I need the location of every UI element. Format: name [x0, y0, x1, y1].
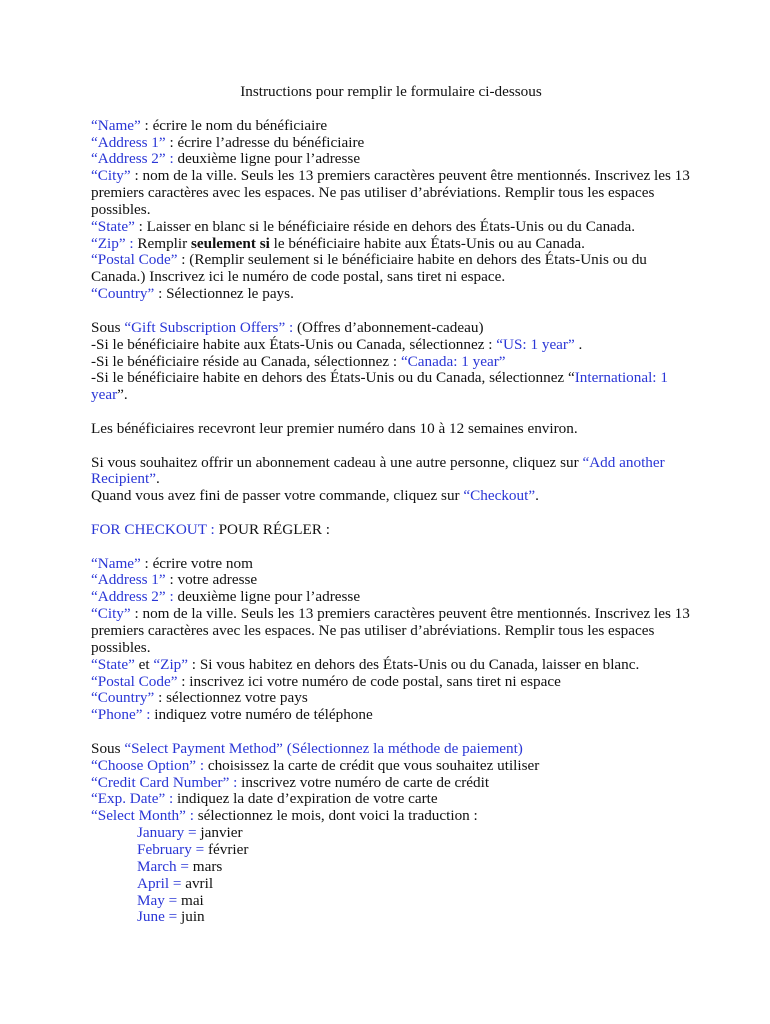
- recipient-instructions: [91, 118, 691, 303]
- recipient-zip-line: [91, 236, 691, 253]
- add-recipient-line: [91, 455, 691, 489]
- field-label-state: “State”: [91, 217, 135, 235]
- payment-exp-text: indiquez la date d’expiration de votre carte: [173, 790, 438, 808]
- month-english: January =: [137, 824, 197, 842]
- gift-intl-text: -Si le bénéficiaire habite en dehors des États-Unis ou du Canada, sélectionnez “: [91, 369, 575, 387]
- checkout-text-name: : écrire votre nom: [140, 554, 253, 572]
- field-label-address2: “Address 2” :: [91, 150, 174, 168]
- checkout-postal-line: [91, 674, 691, 691]
- checkout-text-address1: : votre adresse: [165, 571, 258, 589]
- field-text-name: : écrire le nom du bénéficiaire: [140, 116, 328, 134]
- payment-month-text: sélectionnez le mois, dont voici la traduction :: [193, 807, 478, 825]
- checkout-text-postal: : inscrivez ici votre numéro de code postal, sans tiret ni espace: [177, 672, 561, 690]
- checkout-state-zip-line: [91, 657, 691, 674]
- gift-offers-text: (Offres d’abonnement-cadeau): [293, 318, 484, 336]
- gift-canada-line: [91, 354, 691, 371]
- gift-us-end: .: [574, 335, 583, 353]
- month-item: [137, 909, 691, 926]
- checkout-text-address2: deuxième ligne pour l’adresse: [173, 588, 361, 606]
- checkout-address2-line: [91, 589, 691, 606]
- month-english: February =: [137, 840, 205, 858]
- month-item: [137, 842, 691, 859]
- payment-option-text: choisissez la carte de crédit que vous souhaitez utiliser: [204, 756, 540, 774]
- checkout-country-line: [91, 690, 691, 707]
- page-title: Instructions pour remplir le formulaire ci-dessous: [240, 83, 542, 100]
- document-page: [91, 84, 691, 943]
- checkout-label-phone: “Phone” :: [91, 706, 151, 724]
- checkout-label-city: “City”: [91, 605, 131, 623]
- checkout-label-address1: “Address 1”: [91, 571, 166, 589]
- field-label-postal: “Postal Code”: [91, 251, 178, 269]
- payment-card-label: “Credit Card Number” :: [91, 773, 238, 791]
- month-french: mars: [189, 857, 223, 875]
- checkout-state-mid: et: [134, 655, 154, 673]
- payment-card-line: [91, 775, 691, 792]
- checkout-heading: [91, 522, 691, 539]
- payment-card-text: inscrivez votre numéro de carte de crédit: [237, 773, 490, 791]
- recipient-address1-line: [91, 135, 691, 152]
- field-label-address1: “Address 1”: [91, 133, 166, 151]
- checkout-text-country: : sélectionnez votre pays: [154, 689, 308, 707]
- add-recipient-text: Si vous souhaitez offrir un abonnement cadeau à une autre personne, cliquez sur: [91, 453, 583, 471]
- gift-intl-label: International: 1 year: [91, 369, 668, 404]
- checkout-address1-line: [91, 572, 691, 589]
- field-text-state: : Laisser en blanc si le bénéficiaire réside en dehors des États-Unis ou du Canada.: [134, 217, 636, 235]
- recipient-name-line: [91, 118, 691, 135]
- checkout-heading-label: FOR CHECKOUT :: [91, 520, 215, 538]
- checkout-text: Quand vous avez fini de passer votre commande, cliquez sur: [91, 487, 464, 505]
- field-text-postal: : (Remplir seulement si le bénéficiaire habite en dehors des États-Unis ou du Canada.) Inscrivez ici le numéro de code postal, sans tiret ni espace.: [91, 251, 647, 286]
- payment-month-label: “Select Month” :: [91, 807, 194, 825]
- payment-option-label: “Choose Option” :: [91, 756, 205, 774]
- field-text-zip-bold: seulement si: [190, 234, 270, 252]
- month-english: April =: [137, 874, 182, 892]
- gift-us-label: “US: 1 year”: [496, 335, 575, 353]
- recipient-state-line: [91, 219, 691, 236]
- checkout-text-state: : Si vous habitez en dehors des États-Unis ou du Canada, laisser en blanc.: [188, 655, 640, 673]
- checkout-label-zip: “Zip”: [153, 655, 188, 673]
- checkout-label-postal: “Postal Code”: [91, 672, 178, 690]
- month-french: février: [204, 840, 249, 858]
- checkout-end: .: [535, 487, 539, 505]
- month-french: avril: [181, 874, 214, 892]
- recipient-country-line: [91, 286, 691, 303]
- field-text-city: : nom de la ville. Seuls les 13 premiers caractères peuvent être mentionnés. Inscrivez les 13 premiers caractères avec les espaces. Ne pas utiliser d’abréviations. Remplir tous les espaces possibles.: [91, 167, 690, 218]
- month-item: [137, 859, 691, 876]
- month-french: mai: [177, 891, 204, 909]
- field-text-country: : Sélectionnez le pays.: [154, 285, 294, 303]
- checkout-heading-text: POUR RÉGLER :: [214, 520, 330, 538]
- gift-canada-label: “Canada: 1 year”: [400, 352, 506, 370]
- field-text-address1: : écrire l’adresse du bénéficiaire: [165, 133, 365, 151]
- add-recipient-end: .: [155, 470, 160, 488]
- checkout-label-name: “Name”: [91, 554, 141, 572]
- month-english: March =: [137, 857, 189, 875]
- checkout-phone-line: [91, 707, 691, 724]
- payment-sous-text: Sous: [91, 739, 125, 757]
- month-item: [137, 876, 691, 893]
- field-text-zip-2: le bénéficiaire habite aux États-Unis ou au Canada.: [269, 234, 585, 252]
- field-label-zip: “Zip” :: [91, 234, 134, 252]
- checkout-instructions: [91, 556, 691, 724]
- add-recipient-label: “Add another Recipient”: [91, 453, 665, 488]
- field-text-address2: deuxième ligne pour l’adresse: [173, 150, 361, 168]
- payment-month-line: [91, 808, 691, 825]
- checkout-city-line: [91, 606, 691, 657]
- add-recipient-instructions: [91, 455, 691, 506]
- checkout-label-address2: “Address 2” :: [91, 588, 174, 606]
- gift-offers-line: [91, 320, 691, 337]
- gift-intl-end: ”.: [117, 386, 128, 404]
- checkout-label: “Checkout”: [463, 487, 536, 505]
- gift-offers-instructions: [91, 320, 691, 404]
- gift-canada-text: -Si le bénéficiaire réside au Canada, sélectionnez :: [91, 352, 401, 370]
- month-french: janvier: [196, 824, 243, 842]
- checkout-text-phone: indiquez votre numéro de téléphone: [150, 706, 373, 724]
- field-label-city: “City”: [91, 167, 131, 185]
- payment-exp-line: [91, 791, 691, 808]
- month-item: [137, 893, 691, 910]
- gift-offers-label: “Gift Subscription Offers” :: [124, 318, 294, 336]
- gift-us-text: -Si le bénéficiaire habite aux États-Unis ou Canada, sélectionnez :: [91, 335, 497, 353]
- field-label-name: “Name”: [91, 116, 141, 134]
- payment-option-line: [91, 758, 691, 775]
- checkout-line: [91, 488, 691, 505]
- month-list: [91, 825, 691, 926]
- field-label-country: “Country”: [91, 285, 155, 303]
- payment-method-label: “Select Payment Method” (Sélectionnez la méthode de paiement): [124, 739, 523, 757]
- gift-sous-text: Sous: [91, 318, 125, 336]
- delivery-note: Les bénéficiaires recevront leur premier numéro dans 10 à 12 semaines environ.: [91, 419, 578, 437]
- checkout-name-line: [91, 556, 691, 573]
- gift-intl-line: [91, 370, 691, 404]
- month-english: May =: [137, 891, 178, 909]
- payment-method-line: [91, 741, 691, 758]
- month-item: [137, 825, 691, 842]
- checkout-label-country: “Country”: [91, 689, 155, 707]
- payment-exp-label: “Exp. Date” :: [91, 790, 174, 808]
- checkout-label-state: “State”: [91, 655, 135, 673]
- checkout-text-city: : nom de la ville. Seuls les 13 premiers caractères peuvent être mentionnés. Inscrivez les 13 premiers caractères avec les espaces. Ne pas utiliser d’abréviations. Remplir tous les espaces possibles.: [91, 605, 690, 656]
- month-french: juin: [177, 908, 205, 926]
- gift-us-line: [91, 337, 691, 354]
- recipient-postal-line: [91, 252, 691, 286]
- recipient-city-line: [91, 168, 691, 219]
- recipient-address2-line: [91, 151, 691, 168]
- field-text-zip-1: Remplir: [133, 234, 191, 252]
- payment-instructions: [91, 741, 691, 926]
- month-english: June =: [137, 908, 178, 926]
